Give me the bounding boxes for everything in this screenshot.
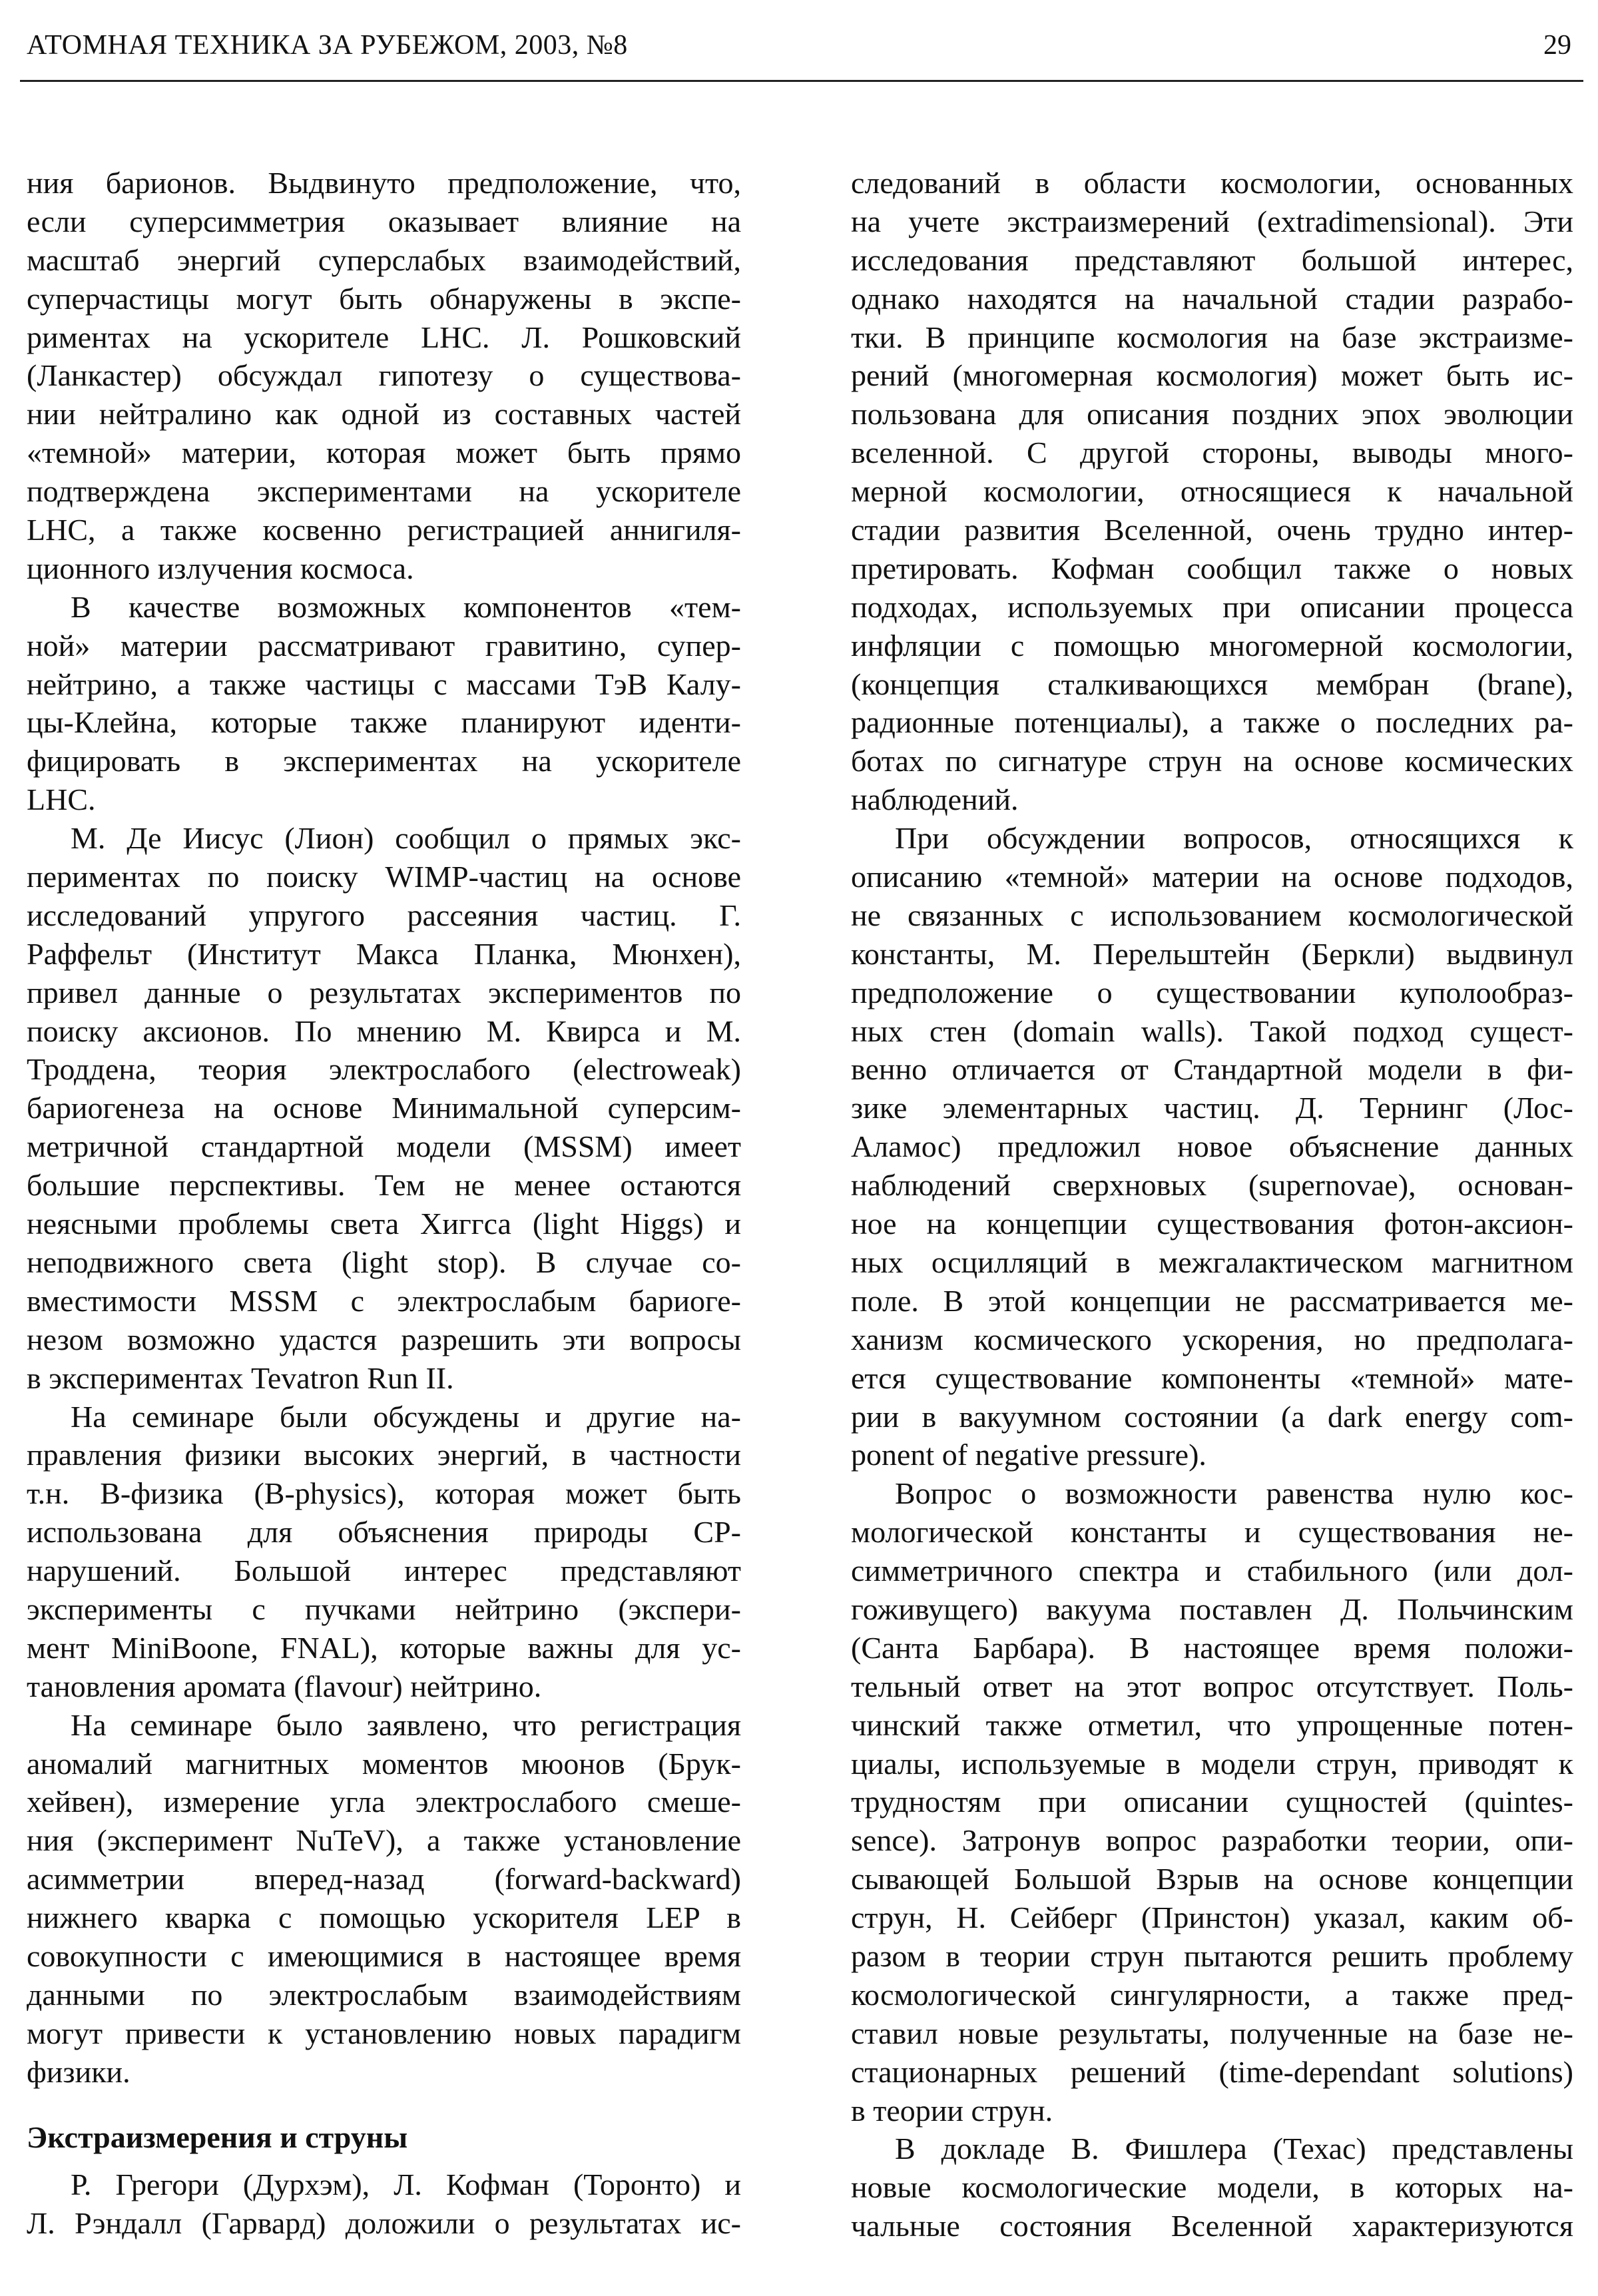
text-line: подходах, используемых при описании процесса [851, 589, 1573, 624]
text-line: мологической константы и существования не- [851, 1515, 1573, 1550]
text-line: ханизм космического ускорения, но предполага- [851, 1322, 1573, 1356]
text-line: М. Де Иисус (Лион) сообщил о прямых экс- [71, 821, 741, 856]
paragraph [27, 164, 741, 588]
text-line: подтверждена экспериментами на ускорителе [27, 474, 741, 509]
text-line: Троддена, теория электрослабого (electroweak) [27, 1052, 741, 1087]
text-line: тановления аромата (flavour) нейтрино. [27, 1669, 542, 1703]
text-line: На семинаре было заявлено, что регистрация [71, 1707, 741, 1742]
text-line: константы, М. Перельштейн (Беркли) выдвинул [851, 936, 1573, 971]
text-line: описанию «темной» материи на основе подходов, [851, 860, 1573, 894]
text-line: неподвижного света (light stop). В случае со- [27, 1245, 741, 1279]
paragraph [27, 2165, 741, 2243]
text-line: чинский также отметил, что упрощенные потен- [851, 1707, 1573, 1742]
text-line: суперчастицы могут быть обнаружены в экспе- [27, 281, 741, 316]
text-line: наблюдений. [851, 782, 1019, 817]
text-line: В докладе В. Фишлера (Техас) представлены [895, 2132, 1573, 2166]
text-line: (Ланкастер) обсуждал гипотезу о существова- [27, 358, 741, 393]
text-line: масштаб энергий суперслабых взаимодействий, [27, 242, 741, 277]
text-line: ется существование компоненты «темной» мате- [851, 1360, 1573, 1395]
paragraph [27, 1706, 741, 2092]
text-line: симметричного спектра и стабильного (или дол- [851, 1554, 1573, 1588]
text-line: нарушений. Большой интерес представляют [27, 1554, 741, 1588]
text-line: ставил новые результаты, полученные на базе не- [851, 2016, 1573, 2050]
text-line: наблюдений сверхновых (supernovae), основан- [851, 1168, 1573, 1203]
text-line: асимметрии вперед-назад (forward-backward) [27, 1862, 741, 1896]
text-line: LHC. [27, 782, 96, 817]
page-number: 29 [1543, 30, 1571, 61]
text-line: правления физики высоких энергий, в частности [27, 1438, 741, 1472]
text-line: ной» материи рассматривают гравитино, супер- [27, 628, 741, 663]
text-line: нейтрино, а также частицы с массами ТэВ Калу- [27, 667, 741, 701]
text-line: ное на концепции существования фотон-аксион- [851, 1207, 1573, 1241]
text-line: стадии развития Вселенной, очень трудно интер- [851, 513, 1573, 547]
paragraph [27, 588, 741, 819]
text-line: инфляции с помощью многомерной космологии, [851, 628, 1573, 663]
text-line: Вопрос о возможности равенства нулю кос- [895, 1476, 1573, 1511]
text-line: т.н. В-физика (B-physics), которая может быть [27, 1476, 741, 1511]
text-line: ных стен (domain walls). Такой подход сущест- [851, 1013, 1573, 1048]
text-line: В качестве возможных компонентов «тем- [71, 589, 741, 624]
text-line: совокупности с имеющимися в настоящее время [27, 1938, 741, 1973]
text-line: фицировать в экспериментах на ускорителе [27, 744, 741, 778]
text-line: исследований упругого рассеяния частиц. Г. [27, 898, 741, 932]
text-line: стационарных решений (time-dependant solutions) [851, 2054, 1573, 2089]
text-line: могут привести к установлению новых парадигм [27, 2016, 741, 2050]
text-line: сывающей Большой Взрыв на основе концепции [851, 1862, 1573, 1896]
text-line: вселенной. С другой стороны, выводы много- [851, 435, 1573, 470]
text-line: эксперименты с пучками нейтрино (экспери- [27, 1591, 741, 1626]
left-column [27, 164, 741, 2243]
text-line: ботах по сигнатуре струн на основе космических [851, 744, 1573, 778]
text-line: гоживущего) вакуума поставлен Д. Польчинским [851, 1591, 1573, 1626]
text-line: претировать. Кофман сообщил также о новых [851, 551, 1573, 585]
text-line: тельный ответ на этот вопрос отсутствует. Поль- [851, 1669, 1573, 1703]
paragraph [851, 164, 1573, 819]
text-line: периментах по поиску WIMP-частиц на основе [27, 860, 741, 894]
paragraph [27, 1398, 741, 1706]
text-line: Л. Рэндалл (Гарвард) доложили о результатах ис- [27, 2206, 741, 2241]
text-line: неясными проблемы света Хиггса (light Higgs) и [27, 1207, 741, 1241]
text-line: мерной космологии, относящиеся к начальной [851, 474, 1573, 509]
text-line: бариогенеза на основе Минимальной суперсим- [27, 1091, 741, 1125]
text-line: незом возможно удастся разрешить эти вопросы [27, 1322, 741, 1356]
text-line: привел данные о результатах экспериментов по [27, 975, 741, 1009]
section-heading: Экстраизмерения и струны [27, 2120, 408, 2154]
text-line: новые космологические модели, в которых на- [851, 2170, 1573, 2205]
text-line: (концепция сталкивающихся мембран (brane), [851, 667, 1573, 701]
text-line: на учете экстраизмерений (extradimensional). Эти [851, 204, 1573, 238]
text-line: ponent of negative pressure). [851, 1438, 1206, 1472]
text-line: не связанных с использованием космологической [851, 898, 1573, 932]
text-line: рений (многомерная космология) может быть ис- [851, 358, 1573, 393]
text-line: исследования представляют большой интерес, [851, 242, 1573, 277]
text-line: нижнего кварка с помощью ускорителя LEP в [27, 1900, 741, 1935]
text-line: венно отличается от Стандартной модели в фи- [851, 1052, 1573, 1087]
text-line: риментах на ускорителе LHC. Л. Рошковский [27, 320, 741, 354]
text-line: ния (эксперимент NuTeV), а также установление [27, 1823, 741, 1858]
text-line: зике элементарных частиц. Д. Тернинг (Лос- [851, 1091, 1573, 1125]
text-line: чальные состояния Вселенной характеризуются [851, 2209, 1573, 2243]
text-line: цы-Клейна, которые также планируют иденти- [27, 705, 741, 740]
text-line: поле. В этой концепции не рассматривается ме- [851, 1283, 1573, 1318]
paragraph [27, 819, 741, 1397]
text-line: трудностям при описании сущностей (quintes- [851, 1785, 1573, 1819]
text-line: пользована для описания поздних эпох эволюции [851, 397, 1573, 431]
text-line: Аламос) предложил новое объяснение данных [851, 1129, 1573, 1164]
paragraph [851, 1474, 1573, 2130]
paragraph [851, 819, 1573, 1474]
text-line: в теории струн. [851, 2093, 1053, 2128]
right-column [851, 164, 1573, 2245]
text-line: данными по электрослабым взаимодействиям [27, 1977, 741, 2012]
text-line: ния барионов. Выдвинуто предположение, что, [27, 166, 741, 200]
text-line: метричной стандартной модели (MSSM) имеет [27, 1129, 741, 1164]
text-line: струн, Н. Сейберг (Принстон) указал, каким об- [851, 1900, 1573, 1935]
text-line: в экспериментах Tevatron Run II. [27, 1360, 454, 1395]
text-line: мент MiniBoone, FNAL), которые важны для ус- [27, 1630, 741, 1665]
text-line: физики. [27, 2054, 131, 2089]
text-line: большие перспективы. Тем не менее остаются [27, 1168, 741, 1203]
text-line: вместимости MSSM с электрослабым бариоге- [27, 1283, 741, 1318]
text-line: следований в области космологии, основанных [851, 166, 1573, 200]
text-line: нии нейтралино как одной из составных частей [27, 397, 741, 431]
text-line: При обсуждении вопросов, относящихся к [895, 821, 1573, 856]
text-line: ционного излучения космоса. [27, 551, 414, 585]
text-line: если суперсимметрия оказывает влияние на [27, 204, 741, 238]
text-line: космологической сингулярности, а также пред- [851, 1977, 1573, 2012]
text-line: Р. Грегори (Дурхэм), Л. Кофман (Торонто) и [71, 2167, 741, 2202]
text-line: однако находятся на начальной стадии разрабо- [851, 281, 1573, 316]
text-line: sence). Затронув вопрос разработки теории, опи- [851, 1823, 1573, 1858]
text-line: (Санта Барбара). В настоящее время положи- [851, 1630, 1573, 1665]
text-line: поиску аксионов. По мнению М. Квирса и М. [27, 1013, 741, 1048]
text-line: На семинаре были обсуждены и другие на- [71, 1399, 741, 1434]
text-line: циалы, используемые в модели струн, приводят к [851, 1746, 1573, 1781]
text-line: аномалий магнитных моментов мюонов (Брук- [27, 1746, 741, 1781]
text-line: разом в теории струн пытаются решить проблему [851, 1938, 1573, 1973]
text-line: Раффельт (Институт Макса Планка, Мюнхен), [27, 936, 741, 971]
journal-running-header: АТОМНАЯ ТЕХНИКА ЗА РУБЕЖОМ, 2003, №8 [27, 30, 628, 61]
text-line: предположение о существовании куполообраз- [851, 975, 1573, 1009]
text-line: рии в вакуумном состоянии (a dark energy com- [851, 1399, 1573, 1434]
header-rule [20, 80, 1583, 82]
paragraph [851, 2130, 1573, 2245]
text-line: хейвен), измерение угла электрослабого смеше- [27, 1785, 741, 1819]
text-line: LHC, а также косвенно регистрацией аннигиля- [27, 513, 741, 547]
text-line: «темной» материи, которая может быть прямо [27, 435, 741, 470]
text-line: использована для объяснения природы СР- [27, 1515, 741, 1550]
text-line: радионные потенциалы), а также о последних ра- [851, 705, 1573, 740]
text-line: ных осцилляций в межгалактическом магнитном [851, 1245, 1573, 1279]
text-line: тки. В принципе космология на базе экстраизме- [851, 320, 1573, 354]
